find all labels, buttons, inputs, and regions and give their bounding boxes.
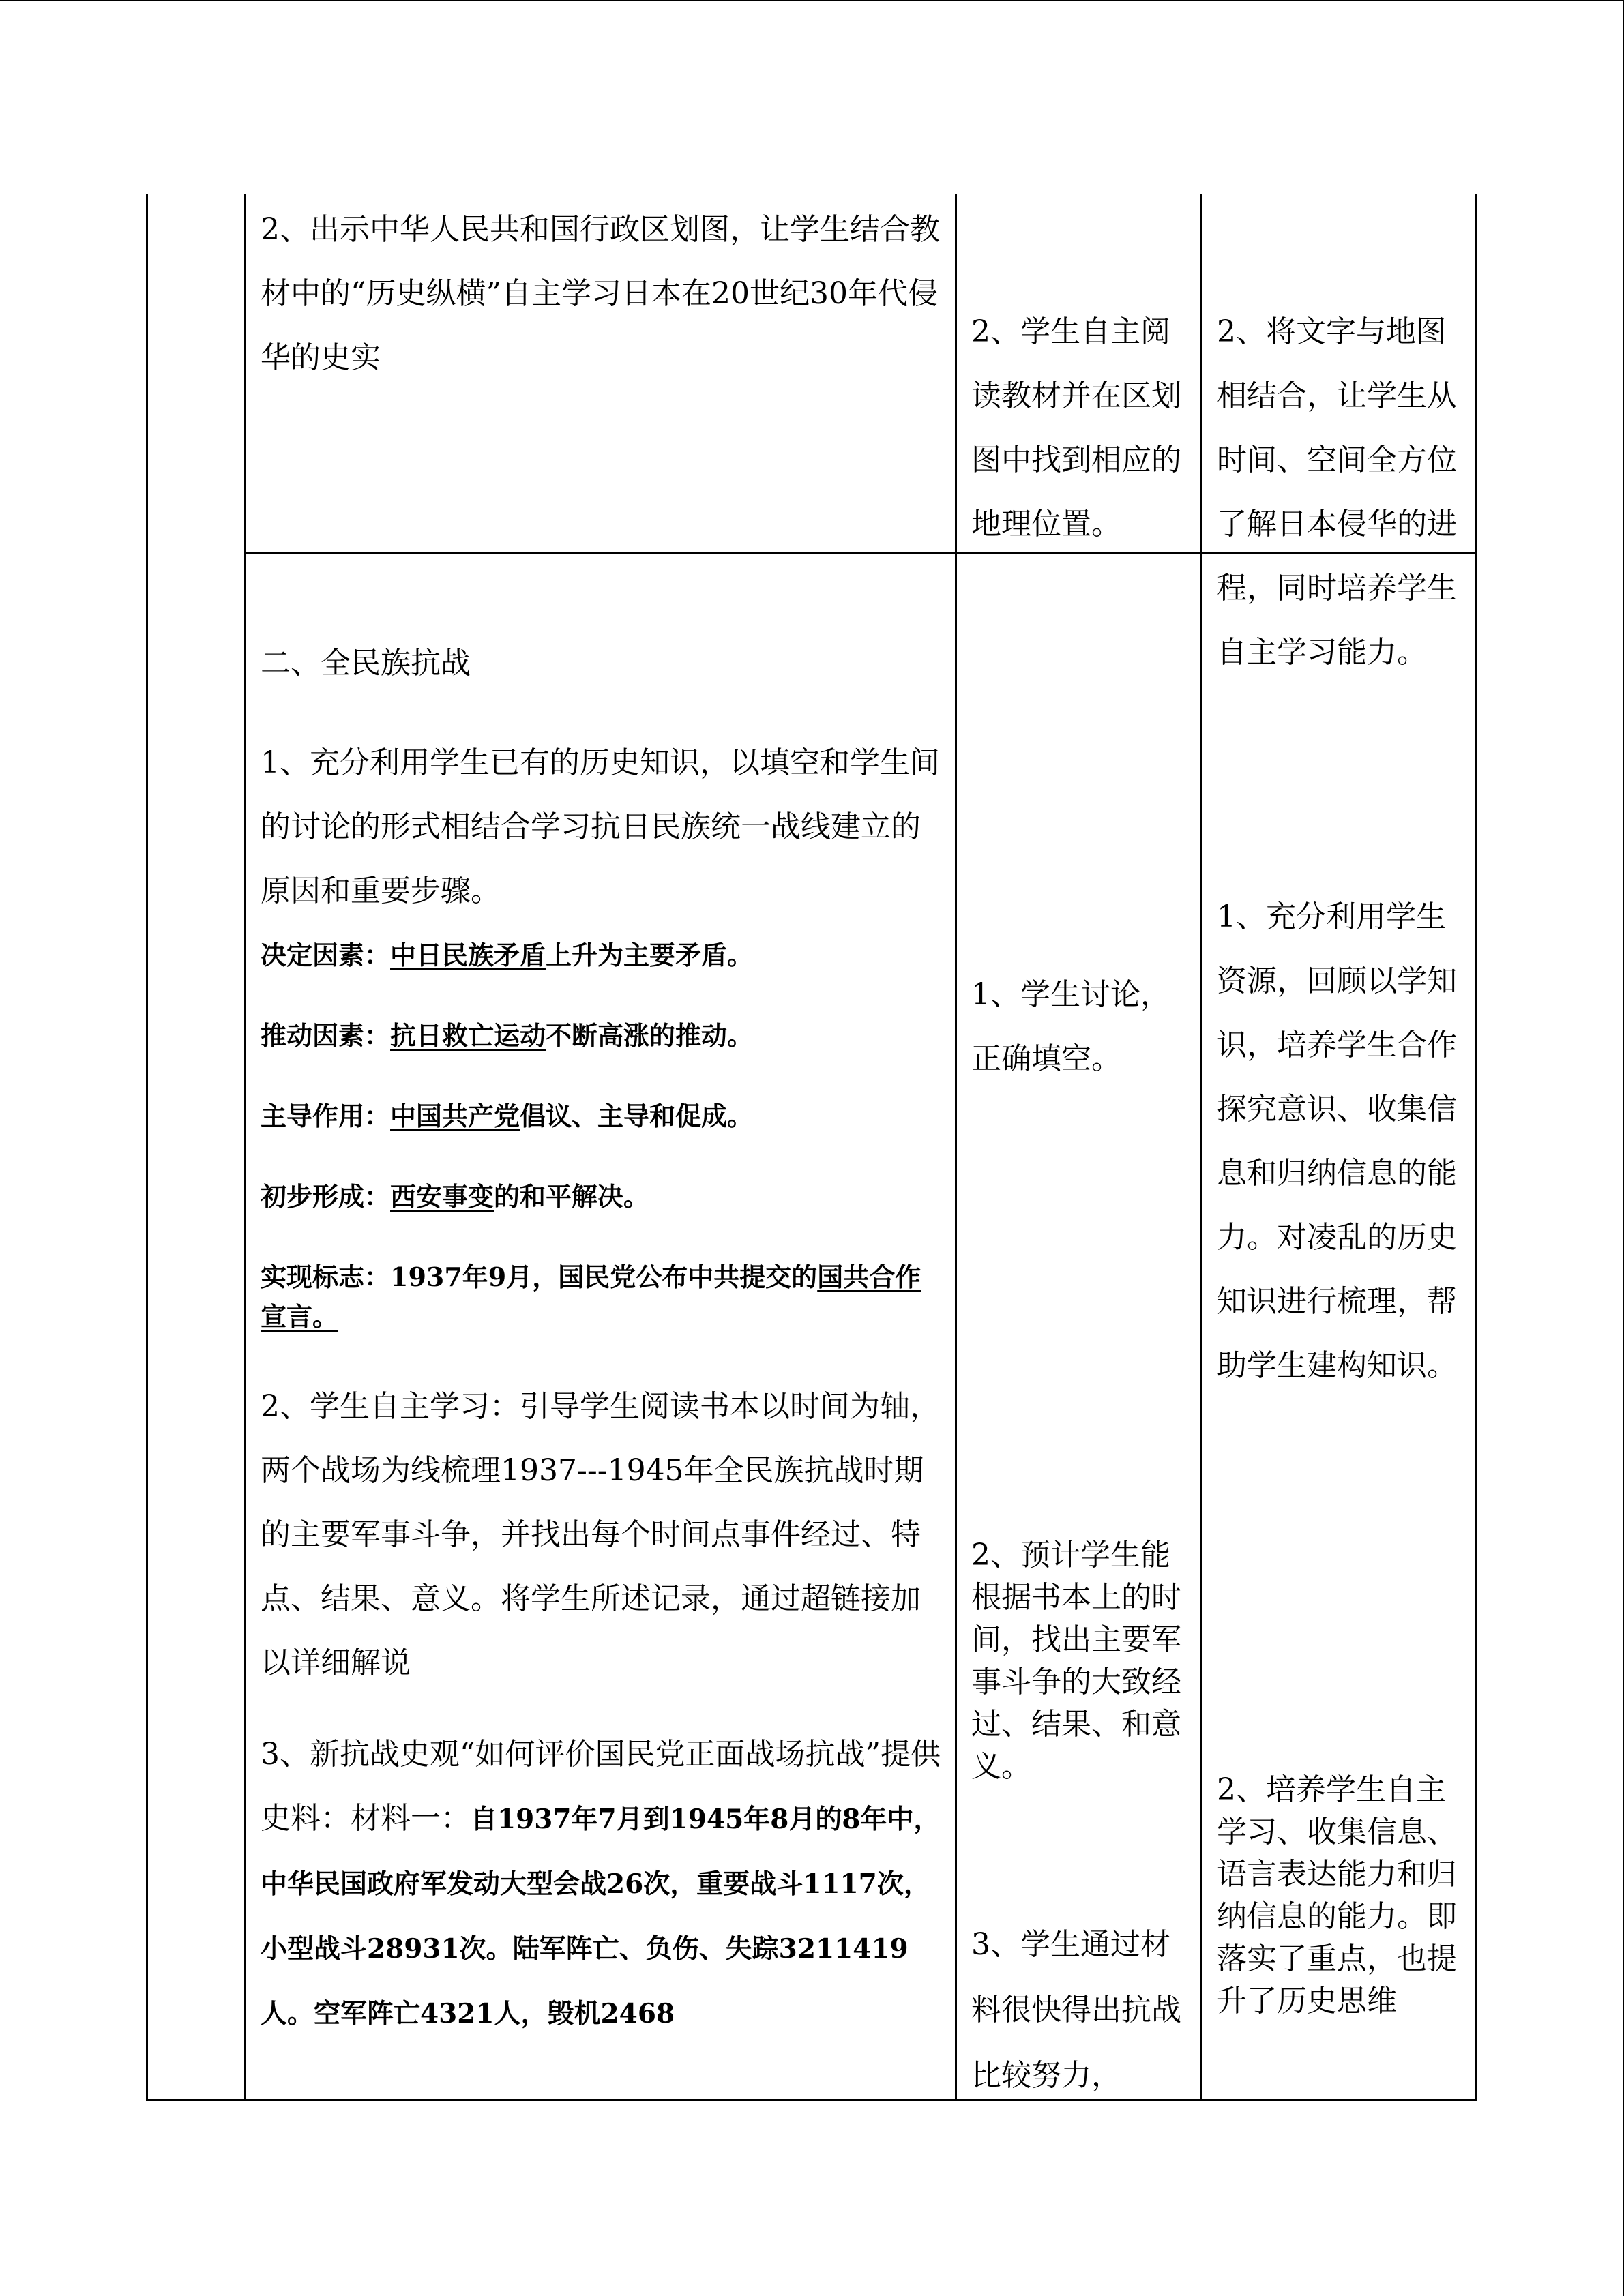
activity-map-text: 2、出示中华人民共和国行政区划图，让学生结合教材中的“历史纵横”自主学习日本在20世纪30年代侵华的史实 — [261, 212, 940, 375]
student-activity-a — [971, 300, 1190, 556]
activity-item-3 — [261, 1723, 943, 2046]
section-heading: 二、全民族抗战 — [261, 646, 471, 681]
design-intent-a — [1217, 300, 1466, 685]
student-activity-a-text: 2、学生自主阅读教材并在区划图中找到相应的地理位置。 — [971, 314, 1181, 541]
activity-item-1: 1、充分利用学生已有的历史知识，以填空和学生间的讨论的形式相结合学习抗日民族统一战线建立的原因和重要步骤。 — [261, 745, 940, 908]
fill-rest: 不断高涨的推动。 — [546, 1020, 754, 1051]
fill-label: 推动因素： — [261, 1020, 391, 1051]
fill-answer: 中国共产党 — [390, 1101, 520, 1131]
fill-label: 决定因素： — [261, 940, 391, 970]
fill-blank-1 — [261, 936, 943, 975]
table-border-bottom — [146, 2099, 1477, 2101]
table-border-right — [1475, 194, 1477, 2101]
fill-blank-3 — [261, 1097, 943, 1136]
design-intent-b-text: 1、充分利用学生资源，回顾以学知识，培养学生合作探究意识、收集信息和归纳信息的能力。对凌乱的历史知识进行梳理，帮助学生建构知识。 — [1217, 899, 1457, 1383]
design-intent-b — [1217, 885, 1466, 1398]
student-activity-c — [971, 1534, 1190, 1788]
fill-blank-2 — [261, 1016, 943, 1056]
design-intent-c-text: 2、培养学生自主学习、收集信息、语言表达能力和归纳信息的能力。即落实了重点，也提升了历史思维 — [1217, 1772, 1457, 2018]
student-activity-b — [971, 963, 1190, 1091]
fill-answer: 西安事变 — [390, 1181, 494, 1212]
activity-item-3-intro: 3、新抗战史观“如何评价国民党正面战场抗战”提供史料：材料一： — [261, 1737, 941, 1836]
fill-rest: 上升为主要矛盾。 — [546, 940, 754, 970]
activity-item-2: 2、学生自主学习：引导学生阅读书本以时间为轴，两个战场为线梳理1937---1945年全民族抗战时期的主要军事斗争，并找出每个时间点事件经过、特点、结果、意义。将学生所述记录，通过超链接加以详细解说 — [261, 1389, 940, 1680]
activity-item-3-material: 自1937年7月到1945年8月的8年中，中华民国政府军发动大型会战26次，重要战斗1117次，小型战斗28931次。陆军阵亡、负伤、失踪3211419人。空军阵亡4321人，毁机2468 — [261, 1804, 941, 2029]
student-activity-d-text: 3、学生通过材料很快得出抗战比较努力， — [971, 1927, 1181, 2093]
fill-label: 主导作用： — [261, 1101, 391, 1131]
table-divider-3 — [1200, 194, 1202, 2101]
fill-rest: 的和平解决。 — [494, 1181, 650, 1212]
fill-rest: 倡议、主导和促成。 — [520, 1101, 754, 1131]
fill-answer: 抗日救亡运动 — [390, 1020, 546, 1051]
student-activity-d — [971, 1912, 1190, 2108]
fill-blank-5 — [261, 1257, 943, 1337]
student-activity-b-text: 1、学生讨论，正确填空。 — [971, 977, 1170, 1076]
fill-answer: 中日民族矛盾 — [390, 940, 546, 970]
fill-label: 初步形成： — [261, 1181, 391, 1212]
table-divider-1 — [244, 194, 246, 2101]
activity-block-war — [261, 631, 943, 2046]
activity-block-map — [261, 198, 943, 390]
fill-blank-4 — [261, 1177, 943, 1217]
fill-answer: 国共合作宣言。 — [261, 1262, 921, 1332]
design-intent-c — [1217, 1769, 1466, 2023]
student-activity-c-text: 2、预计学生能根据书本上的时间，找出主要军事斗争的大致经过、结果、和意义。 — [971, 1538, 1181, 1784]
design-intent-a-text: 2、将文字与地图相结合，让学生从时间、空间全方位了解日本侵华的进程，同时培养学生自主学习能力。 — [1217, 314, 1457, 670]
table-border-left — [146, 194, 148, 2101]
table-divider-2 — [955, 194, 957, 2101]
fill-label: 实现标志：1937年9月，国民党公布中共提交的 — [261, 1262, 818, 1292]
